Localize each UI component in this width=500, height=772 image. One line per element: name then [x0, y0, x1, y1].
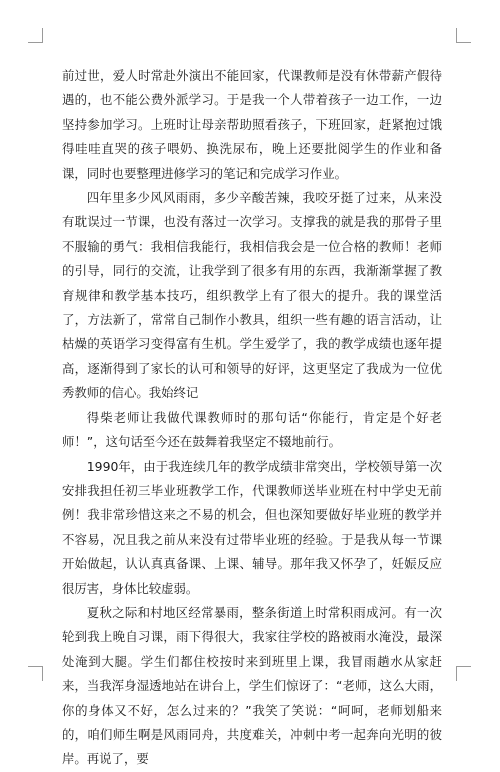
- document-body: [62, 64, 442, 772]
- paragraph-5: 夏秋之际和村地区经常暴雨，整条街道上时常积雨成河。有一次轮到我上晚自习课，雨下得很大，我家往学校的路被雨水淹没，最深处淹到大腿。学生们都住校按时来到班里上课，我冒雨趟水从家赶来，当我浑身湿透地站在讲台上，学生们惊讶了：“老师，这么大雨，你的身体又不好，怎么过来的？”我笑了笑说：“呵呵，老师划船来的，咱们师生啊是风雨同舟，共度难关，冲刺中考一起奔向光明的彼岸。再说了，要: [62, 604, 442, 767]
- crop-mark-top-right: [456, 28, 471, 43]
- paragraph-4: 1990年，由于我连续几年的教学成绩非常突出，学校领导第一次安排我担任初三毕业班教学工作，代课教师送毕业班在村中学史无前例！我非常珍惜这来之不易的机会，但也深知要做好毕业班的教学并不容易，况且我之前从来没有过带毕业班的经验。于是我从每一节课开始做起，认认真真备课、上课、辅导。那年我又怀孕了，妊娠反应很厉害，身体比较虚弱。: [62, 458, 442, 596]
- crop-mark-bottom-right: [456, 666, 471, 681]
- paragraph-3: 得柴老师让我做代课教师时的那句话“你能行，肯定是个好老师！”，这句话至今还在鼓舞着我坚定不辍地前行。: [62, 409, 442, 450]
- paragraph-2: 四年里多少风风雨雨，多少辛酸苦辣，我咬牙挺了过来，从来没有耽误过一节课，也没有落过一次学习。支撑我的就是我的那骨子里不服输的勇气：我相信我能行，我相信我会是一位合格的教师！老师的引导，同行的交流，让我学到了很多有用的东西，我渐渐掌握了教育规律和教学基本技巧，组织教学上有了很大的提升。我的课堂活了，方法新了，常常自己制作小教具，组织一些有趣的语言活动，让枯燥的英语学习变得富有生机。学生爱学了，我的教学成绩也逐年提高，逐渐得到了家长的认可和领导的好评，这更坚定了我成为一位优秀教师的信心。我始终记: [62, 190, 442, 401]
- paragraph-1: 前过世，爱人时常赴外演出不能回家，代课教师是没有休带薪产假待遇的，也不能公费外派学习。于是我一个人带着孩子一边工作，一边坚持参加学习。上班时让母亲帮助照看孩子，下班回家，赶紧抱过饿得哇哇直哭的孩子喂奶、换洗尿布，晚上还要批阅学生的作业和备课，同时也要整理进修学习的笔记和完成学习作业。: [62, 68, 442, 181]
- crop-mark-bottom-left: [28, 666, 43, 681]
- crop-mark-top-left: [28, 28, 43, 43]
